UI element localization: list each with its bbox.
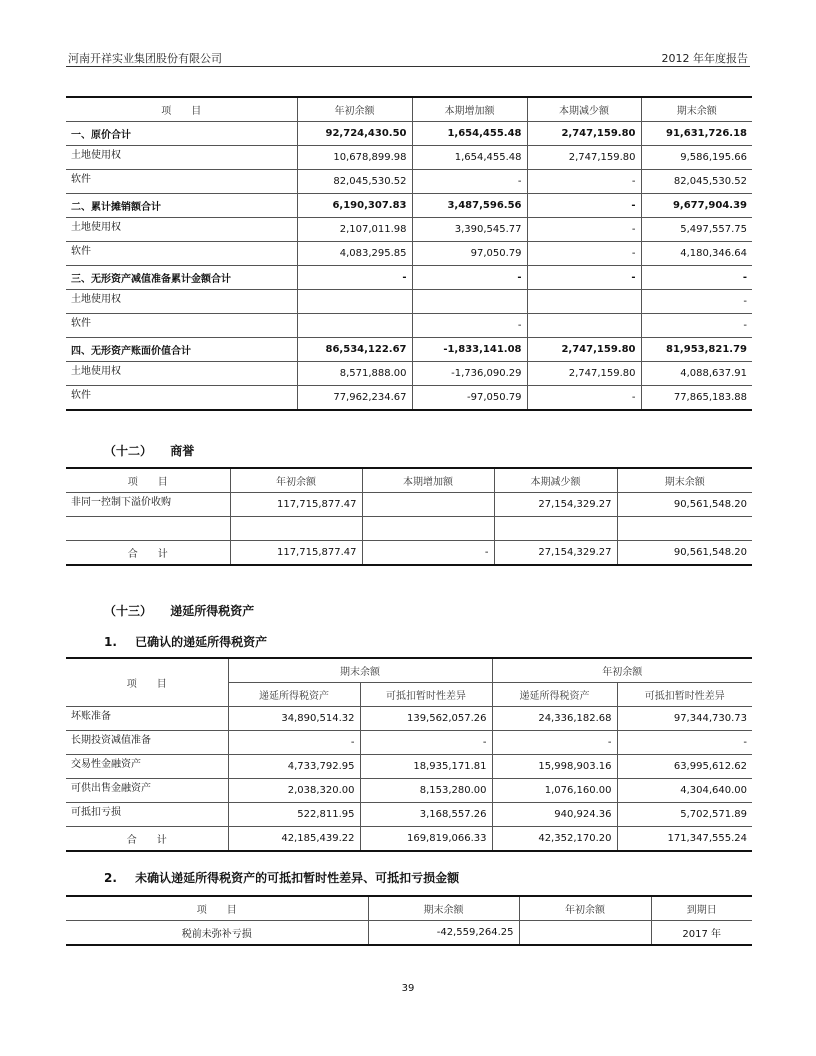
- row-item: 交易性金融资产: [66, 755, 228, 779]
- row-decrease: 27,154,329.27: [494, 493, 617, 517]
- recognized-subheading-number: 1.: [104, 635, 117, 649]
- row-closing: -: [641, 266, 752, 290]
- row-item: 软件: [66, 242, 297, 266]
- row-closing: 82,045,530.52: [641, 170, 752, 194]
- header-report: 2012 年年度报告: [661, 52, 748, 65]
- row-item: 软件: [66, 314, 297, 338]
- goodwill-heading-title: 商誉: [170, 444, 195, 458]
- row-decrease: 2,747,159.80: [527, 122, 641, 146]
- row-opening-deferred-tax: 940,924.36: [492, 803, 617, 827]
- row-closing: 5,497,557.75: [641, 218, 752, 242]
- row-opening: 86,534,122.67: [297, 338, 412, 362]
- table-row: [66, 266, 752, 290]
- row-item: 三、无形资产减值准备累计金额合计: [66, 266, 297, 290]
- row-opening: 117,715,877.47: [230, 493, 362, 517]
- row-item: 可抵扣亏损: [66, 803, 228, 827]
- row-opening-deferred-tax: 15,998,903.16: [492, 755, 617, 779]
- header-divider: [66, 66, 750, 67]
- recognized-subheading: [104, 633, 267, 650]
- opening-header: 年初余额: [519, 896, 651, 921]
- table-row: [66, 803, 752, 827]
- closing-header: 期末余额: [368, 896, 519, 921]
- recognized-head-item: 项 目: [66, 658, 228, 707]
- row-closing: 90,561,548.20: [617, 493, 752, 517]
- row-increase: 3,487,596.56: [412, 194, 527, 218]
- row-closing-temp-diff: -: [360, 731, 492, 755]
- increase-header: 本期增加额: [362, 468, 494, 493]
- page-number: 39: [401, 983, 415, 994]
- row-decrease: -: [527, 266, 641, 290]
- row-item: 合 计: [66, 827, 228, 852]
- row-closing: 4,180,346.64: [641, 242, 752, 266]
- closing-header: 期末余额: [617, 468, 752, 493]
- table-row: [66, 218, 752, 242]
- row-opening-deferred-tax: -: [492, 731, 617, 755]
- unrecognized-subheading-title: 未确认递延所得税资产的可抵扣暂时性差异、可抵扣亏损金额: [135, 871, 460, 885]
- row-increase: -: [412, 170, 527, 194]
- row-opening-temp-diff: 97,344,730.73: [617, 707, 752, 731]
- decrease-header: 本期减少额: [494, 468, 617, 493]
- row-opening: 10,678,899.98: [297, 146, 412, 170]
- table-row: [66, 242, 752, 266]
- goodwill-table: [66, 467, 752, 566]
- row-closing-temp-diff: 139,562,057.26: [360, 707, 492, 731]
- unrecognized-subheading: [104, 869, 459, 886]
- recognized-subhead: 递延所得税资产: [492, 683, 617, 707]
- table-header-row: [66, 896, 752, 921]
- row-item: 二、累计摊销额合计: [66, 194, 297, 218]
- row-item: 土地使用权: [66, 290, 297, 314]
- unrecognized-deferred-tax-table: [66, 895, 752, 946]
- row-item: 一、原价合计: [66, 122, 297, 146]
- row-closing: -42,559,264.25: [368, 921, 519, 946]
- table-row: [66, 290, 752, 314]
- recognized-subhead: 可抵扣暂时性差异: [617, 683, 752, 707]
- row-due-date: 2017 年: [651, 921, 752, 946]
- deferred-heading: [104, 602, 254, 619]
- row-closing: 9,677,904.39: [641, 194, 752, 218]
- row-opening: [297, 290, 412, 314]
- row-opening: 2,107,011.98: [297, 218, 412, 242]
- row-increase: -97,050.79: [412, 386, 527, 411]
- row-increase: -: [362, 541, 494, 566]
- row-decrease: 2,747,159.80: [527, 362, 641, 386]
- row-increase: 3,390,545.77: [412, 218, 527, 242]
- intangible-assets-table: [66, 96, 752, 411]
- increase-header: 本期增加额: [412, 97, 527, 122]
- row-closing: [617, 517, 752, 541]
- recognized-deferred-tax-table: [66, 657, 752, 852]
- table-row: [66, 731, 752, 755]
- row-decrease: -: [527, 242, 641, 266]
- row-decrease: -: [527, 194, 641, 218]
- row-decrease: [527, 290, 641, 314]
- row-opening-temp-diff: 5,702,571.89: [617, 803, 752, 827]
- due-date-header: 到期日: [651, 896, 752, 921]
- row-closing: 91,631,726.18: [641, 122, 752, 146]
- row-opening: 92,724,430.50: [297, 122, 412, 146]
- row-item: 土地使用权: [66, 146, 297, 170]
- table-row: [66, 194, 752, 218]
- row-item: 税前未弥补亏损: [66, 921, 368, 946]
- row-decrease: [494, 517, 617, 541]
- row-item: 软件: [66, 170, 297, 194]
- table-row: [66, 386, 752, 411]
- row-opening: 8,571,888.00: [297, 362, 412, 386]
- row-closing: 77,865,183.88: [641, 386, 752, 411]
- table-row: [66, 707, 752, 731]
- row-opening: [519, 921, 651, 946]
- row-item: 非同一控制下溢价收购: [66, 493, 230, 517]
- row-closing-deferred-tax: -: [228, 731, 360, 755]
- row-item: 可供出售金融资产: [66, 779, 228, 803]
- row-opening-temp-diff: -: [617, 731, 752, 755]
- opening-header: 年初余额: [230, 468, 362, 493]
- table-row: [66, 146, 752, 170]
- row-closing-temp-diff: 169,819,066.33: [360, 827, 492, 852]
- row-closing-temp-diff: 18,935,171.81: [360, 755, 492, 779]
- recognized-subhead: 递延所得税资产: [228, 683, 360, 707]
- row-opening: 117,715,877.47: [230, 541, 362, 566]
- row-item: 软件: [66, 386, 297, 411]
- goodwill-heading: [104, 442, 194, 459]
- row-closing: 90,561,548.20: [617, 541, 752, 566]
- row-opening-deferred-tax: 1,076,160.00: [492, 779, 617, 803]
- row-closing: 9,586,195.66: [641, 146, 752, 170]
- row-increase: [412, 290, 527, 314]
- row-decrease: [527, 314, 641, 338]
- recognized-subhead: 可抵扣暂时性差异: [360, 683, 492, 707]
- row-closing: 4,088,637.91: [641, 362, 752, 386]
- row-opening: [230, 517, 362, 541]
- row-increase: -: [412, 314, 527, 338]
- row-increase: 1,654,455.48: [412, 122, 527, 146]
- recognized-head-closing: 期末余额: [228, 658, 492, 683]
- row-decrease: -: [527, 218, 641, 242]
- row-closing: -: [641, 314, 752, 338]
- row-closing-temp-diff: 8,153,280.00: [360, 779, 492, 803]
- recognized-subheading-title: 已确认的递延所得税资产: [135, 635, 268, 649]
- row-closing-deferred-tax: 2,038,320.00: [228, 779, 360, 803]
- row-item: 合 计: [66, 541, 230, 566]
- item-header: 项 目: [66, 896, 368, 921]
- row-item: 土地使用权: [66, 218, 297, 242]
- row-increase: 97,050.79: [412, 242, 527, 266]
- row-increase: -: [412, 266, 527, 290]
- table-row: [66, 921, 752, 946]
- header-company: 河南开祥实业集团股份有限公司: [68, 52, 222, 65]
- row-opening-temp-diff: 4,304,640.00: [617, 779, 752, 803]
- table-header-row: [66, 97, 752, 122]
- table-header-row: [66, 468, 752, 493]
- row-closing: 81,953,821.79: [641, 338, 752, 362]
- table-row: [66, 314, 752, 338]
- deferred-heading-title: 递延所得税资产: [170, 604, 255, 618]
- table-row: [66, 493, 752, 517]
- row-decrease: 2,747,159.80: [527, 338, 641, 362]
- row-closing-deferred-tax: 4,733,792.95: [228, 755, 360, 779]
- decrease-header: 本期减少额: [527, 97, 641, 122]
- table-row: [66, 362, 752, 386]
- row-increase: [362, 493, 494, 517]
- row-closing-deferred-tax: 42,185,439.22: [228, 827, 360, 852]
- row-opening-deferred-tax: 24,336,182.68: [492, 707, 617, 731]
- row-opening: 6,190,307.83: [297, 194, 412, 218]
- recognized-head-opening: 年初余额: [492, 658, 752, 683]
- item-header: 项 目: [66, 468, 230, 493]
- row-closing: -: [641, 290, 752, 314]
- row-opening: -: [297, 266, 412, 290]
- table-row: [66, 338, 752, 362]
- table-row: [66, 541, 752, 566]
- row-opening: 4,083,295.85: [297, 242, 412, 266]
- goodwill-heading-number: （十二）: [104, 444, 153, 458]
- row-decrease: 2,747,159.80: [527, 146, 641, 170]
- row-item: 土地使用权: [66, 362, 297, 386]
- row-opening-temp-diff: 171,347,555.24: [617, 827, 752, 852]
- item-header: 项 目: [66, 97, 297, 122]
- row-decrease: -: [527, 170, 641, 194]
- row-decrease: -: [527, 386, 641, 411]
- table-row: [66, 827, 752, 852]
- row-opening: 77,962,234.67: [297, 386, 412, 411]
- row-closing-deferred-tax: 34,890,514.32: [228, 707, 360, 731]
- table-row: [66, 517, 752, 541]
- row-decrease: 27,154,329.27: [494, 541, 617, 566]
- closing-header: 期末余额: [641, 97, 752, 122]
- row-item: 坏账准备: [66, 707, 228, 731]
- row-increase: [362, 517, 494, 541]
- row-item: 长期投资减值准备: [66, 731, 228, 755]
- row-opening-temp-diff: 63,995,612.62: [617, 755, 752, 779]
- row-opening: 82,045,530.52: [297, 170, 412, 194]
- opening-header: 年初余额: [297, 97, 412, 122]
- row-opening: [297, 314, 412, 338]
- table-row: [66, 755, 752, 779]
- row-increase: 1,654,455.48: [412, 146, 527, 170]
- row-opening-deferred-tax: 42,352,170.20: [492, 827, 617, 852]
- row-item: [66, 517, 230, 541]
- table-row: [66, 122, 752, 146]
- row-closing-temp-diff: 3,168,557.26: [360, 803, 492, 827]
- row-closing-deferred-tax: 522,811.95: [228, 803, 360, 827]
- deferred-heading-number: （十三）: [104, 604, 153, 618]
- row-increase: -1,833,141.08: [412, 338, 527, 362]
- row-increase: -1,736,090.29: [412, 362, 527, 386]
- row-item: 四、无形资产账面价值合计: [66, 338, 297, 362]
- table-row: [66, 170, 752, 194]
- table-row: [66, 779, 752, 803]
- unrecognized-subheading-number: 2.: [104, 871, 117, 885]
